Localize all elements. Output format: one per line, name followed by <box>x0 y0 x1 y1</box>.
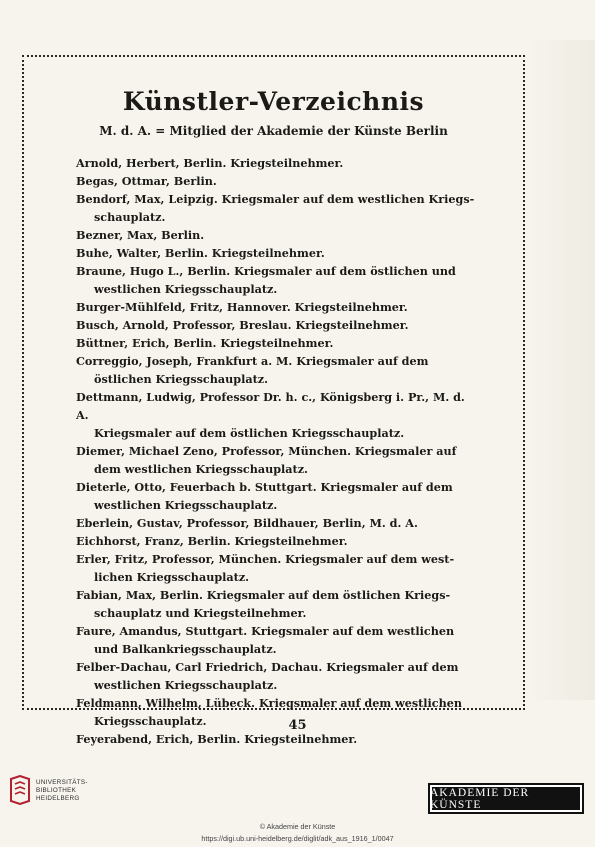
artist-entry: Faure, Amandus, Stuttgart. Kriegsmaler auf dem westlichen <box>76 624 455 638</box>
university-library-logo[interactable] <box>8 775 118 815</box>
artist-entry: Eichhorst, Franz, Berlin. Kriegsteilnehmer. <box>76 534 348 548</box>
artist-entry: Eberlein, Gustav, Professor, Bildhauer, Berlin, M. d. A. <box>76 516 418 530</box>
copyright-text: © Akademie der Künste <box>259 822 336 831</box>
artist-entry-continuation: Kriegsschauplatz. <box>94 714 207 728</box>
artist-entry: Erler, Fritz, Professor, München. Kriegsmaler auf dem west- <box>76 552 455 566</box>
page-title: Künstler-Verzeichnis <box>122 87 425 116</box>
artist-entry-continuation: schauplatz und Kriegsteilnehmer. <box>94 606 307 620</box>
artist-entry: Dettmann, Ludwig, Professor Dr. h. c., Königsberg i. Pr., M. d. A. <box>76 390 465 422</box>
artist-entry-continuation: schauplatz. <box>94 210 166 224</box>
artist-entry: Feldmann, Wilhelm, Lübeck. Kriegsmaler auf dem westlichen <box>76 696 462 710</box>
artist-entry-continuation: dem westlichen Kriegsschauplatz. <box>94 462 308 476</box>
artist-entry-continuation: lichen Kriegsschauplatz. <box>94 570 250 584</box>
artist-entry: Burger-Mühlfeld, Fritz, Hannover. Kriegsteilnehmer. <box>76 300 408 314</box>
source-url[interactable]: https://digi.ub.uni-heidelberg.de/diglit/adk_aus_1916_1/0047 <box>201 834 394 843</box>
page-number: 45 <box>288 718 307 733</box>
artist-entry-continuation: Kriegsmaler auf dem östlichen Kriegsschauplatz. <box>94 426 405 440</box>
artist-entry-continuation: östlichen Kriegsschauplatz. <box>94 372 268 386</box>
artist-entry-continuation: westlichen Kriegsschauplatz. <box>94 498 278 512</box>
artist-entry: Büttner, Erich, Berlin. Kriegsteilnehmer. <box>76 336 334 350</box>
artist-entry-continuation: und Balkankriegsschauplatz. <box>94 642 277 656</box>
artist-entry-continuation: westlichen Kriegsschauplatz. <box>94 282 278 296</box>
akademie-logo[interactable]: AKADEMIE DER KÜNSTE <box>428 783 584 814</box>
artist-entry: Bezner, Max, Berlin. <box>76 228 205 242</box>
artist-entry: Braune, Hugo L., Berlin. Kriegsmaler auf dem östlichen und <box>76 264 456 278</box>
library-logo-text: UNIVERSITÄTS- BIBLIOTHEK HEIDELBERG <box>36 779 88 802</box>
artist-entry: Arnold, Herbert, Berlin. Kriegsteilnehmer. <box>76 156 344 170</box>
adjacent-page-bleed <box>525 40 595 700</box>
page-subtitle: M. d. A. = Mitglied der Akademie der Künste Berlin <box>99 124 448 138</box>
artist-entry-continuation: westlichen Kriegsschauplatz. <box>94 678 278 692</box>
artist-entry: Fabian, Max, Berlin. Kriegsmaler auf dem östlichen Kriegs- <box>76 588 451 602</box>
artist-list <box>76 154 481 748</box>
artist-entry: Bendorf, Max, Leipzig. Kriegsmaler auf dem westlichen Kriegs- <box>76 192 475 206</box>
artist-entry: Diemer, Michael Zeno, Professor, München. Kriegsmaler auf <box>76 444 457 458</box>
artist-entry: Felber-Dachau, Carl Friedrich, Dachau. Kriegsmaler auf dem <box>76 660 459 674</box>
artist-entry: Busch, Arnold, Professor, Breslau. Kriegsteilnehmer. <box>76 318 409 332</box>
artist-entry: Dieterle, Otto, Feuerbach b. Stuttgart. Kriegsmaler auf dem <box>76 480 453 494</box>
artist-entry: Buhe, Walter, Berlin. Kriegsteilnehmer. <box>76 246 325 260</box>
artist-entry: Feyerabend, Erich, Berlin. Kriegsteilnehmer. <box>76 732 358 746</box>
artist-entry: Correggio, Joseph, Frankfurt a. M. Kriegsmaler auf dem <box>76 354 429 368</box>
library-emblem-icon <box>8 775 32 805</box>
artist-entry: Begas, Ottmar, Berlin. <box>76 174 217 188</box>
